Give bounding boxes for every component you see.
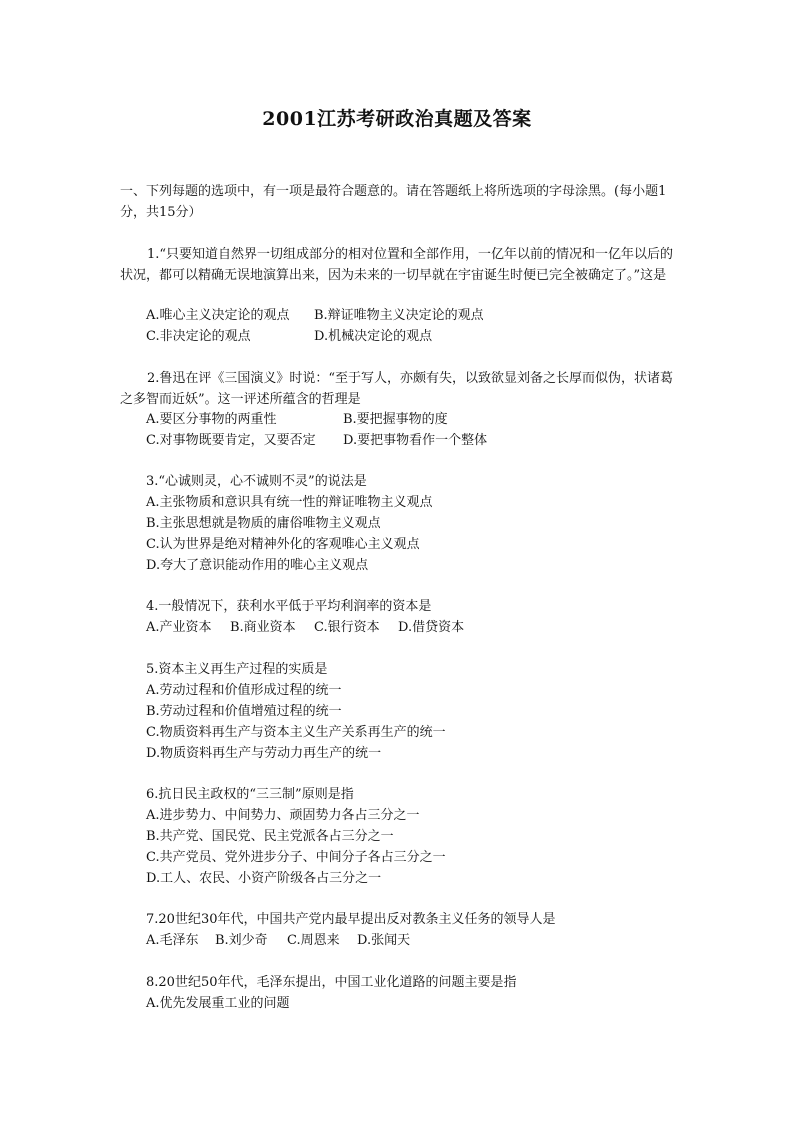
question-1-option-b: B.辩证唯物主义决定论的观点: [314, 308, 484, 323]
question-6-option-b: B.共产党、国民党、民主党派各占三分之一: [146, 829, 394, 844]
question-1-option-c: C.非决定论的观点: [146, 329, 251, 344]
question-7-option-d: D.张闻天: [357, 933, 411, 948]
question-5-option-c: C.物质资料再生产与资本主义生产关系再生产的统一: [146, 725, 446, 740]
question-2-option-a: A.要区分事物的两重性: [146, 412, 277, 427]
question-2-option-b: B.要把握事物的度: [343, 412, 448, 427]
question-5-stem: 5.资本主义再生产过程的实质是: [146, 662, 328, 677]
question-4-option-d: D.借贷资本: [398, 620, 465, 635]
question-3-option-a: A.主张物质和意识具有统一性的辩证唯物主义观点: [146, 495, 433, 510]
question-6-option-c: C.共产党员、党外进步分子、中间分子各占三分之一: [146, 850, 446, 865]
question-6-option-d: D.工人、农民、小资产阶级各占三分之一: [146, 871, 382, 886]
document-title: 2001江苏考研政治真题及答案: [262, 108, 532, 130]
question-6-option-a: A.进步势力、中间势力、顽固势力各占三分之一: [146, 808, 420, 823]
question-4-option-a: A.产业资本: [146, 620, 212, 635]
question-5-option-d: D.物质资料再生产与劳动力再生产的统一: [146, 746, 382, 761]
question-7-option-b: B.刘少奇: [215, 933, 268, 948]
question-1-option-a: A.唯心主义决定论的观点: [146, 308, 290, 323]
question-4-stem: 4.一般情况下，获利水平低于平均利润率的资本是: [146, 599, 432, 614]
question-5-option-a: A.劳动过程和价值形成过程的统一: [146, 683, 342, 698]
question-8-stem: 8.20世纪50年代，毛泽东提出，中国工业化道路的问题主要是指: [146, 975, 517, 990]
question-3-stem: 3.“心诚则灵，心不诚则不灵”的说法是: [146, 474, 367, 489]
question-2-option-d: D.要把事物看作一个整体: [343, 433, 488, 448]
question-1-option-d: D.机械决定论的观点: [314, 329, 433, 344]
question-4-option-b: B.商业资本: [230, 620, 296, 635]
question-3-option-c: C.认为世界是绝对精神外化的客观唯心主义观点: [146, 537, 420, 552]
question-3-option-d: D.夸大了意识能动作用的唯心主义观点: [146, 558, 369, 573]
question-6-stem: 6.抗日民主政权的“三三制”原则是指: [146, 787, 354, 802]
question-7-stem: 7.20世纪30年代，中国共产党内最早提出反对教条主义任务的领导人是: [146, 912, 556, 927]
question-7-option-c: C.周恩来: [287, 933, 340, 948]
question-2-stem: 2.鲁迅在评《三国演义》时说：“至于写人，亦颇有失，以致欲显刘备之长厚而似伪，状诸葛之多智而近妖”。这一评述所蕴含的哲理是: [120, 371, 674, 407]
question-7-option-a: A.毛泽东: [146, 933, 199, 948]
question-3-option-b: B.主张思想就是物质的庸俗唯物主义观点: [146, 516, 381, 531]
question-1-stem: 1.“只要知道自然界一切组成部分的相对位置和全部作用，一亿年以前的情况和一亿年以后的状况，都可以精确无误地演算出来，因为未来的一切早就在宇宙诞生时便已完全被确定了。”这是: [120, 247, 674, 283]
question-2-option-c: C.对事物既要肯定，又要否定: [146, 433, 316, 448]
question-4-option-c: C.银行资本: [314, 620, 380, 635]
question-8-option-a: A.优先发展重工业的问题: [146, 996, 290, 1011]
section-intro: 一、下列每题的选项中，有一项是最符合题意的。请在答题纸上将所选项的字母涂黑。(每小题1分，共15分）: [120, 184, 667, 220]
question-5-option-b: B.劳动过程和价值增殖过程的统一: [146, 704, 342, 719]
